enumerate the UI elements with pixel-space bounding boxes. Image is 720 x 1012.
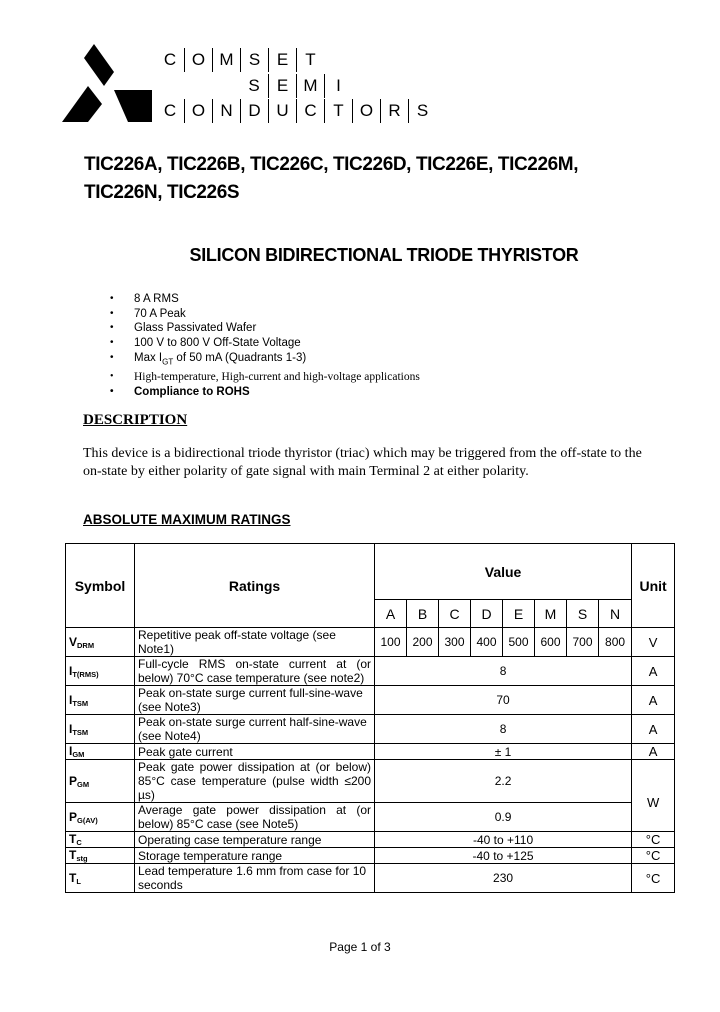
rating-description: Operating case temperature range	[135, 832, 375, 848]
table-row	[66, 760, 675, 803]
symbol-cell	[66, 832, 135, 848]
grade-letter: S	[567, 600, 599, 628]
symbol-cell	[66, 686, 135, 715]
value-cell: 230	[375, 864, 632, 893]
symbol-letter: T	[69, 832, 77, 846]
value-cell: 500	[503, 628, 535, 657]
header-symbol: Symbol	[66, 544, 135, 628]
logo-letter: M	[296, 74, 324, 98]
symbol-cell	[66, 744, 135, 760]
rating-description: Storage temperature range	[135, 848, 375, 864]
feature-item: • Compliance to ROHS	[110, 385, 420, 400]
logo-row-conductors	[156, 99, 436, 123]
logo-letter: T	[324, 99, 352, 123]
symbol-subscript: GM	[77, 779, 90, 789]
symbol-subscript: TSM	[72, 727, 89, 737]
symbol-letter: I	[69, 663, 73, 678]
symbol-subscript: TSM	[72, 698, 89, 708]
table-row	[66, 744, 675, 760]
grade-letter: A	[375, 600, 407, 628]
value-cell: 800	[599, 628, 632, 657]
feature-item: • Glass Passivated Wafer	[110, 321, 420, 336]
symbol-subscript: T(RMS)	[72, 669, 99, 679]
table-row	[66, 628, 675, 657]
feature-item	[110, 351, 420, 370]
unit-cell: A	[632, 744, 675, 760]
grade-letter: E	[503, 600, 535, 628]
logo-letter: S	[248, 76, 260, 95]
ratings-table	[65, 543, 675, 893]
unit-cell: A	[632, 657, 675, 686]
value-cell: 700	[567, 628, 599, 657]
description-text: This device is a bidirectional triode thyristor (triac) which may be triggered from the off-state to the on-state by either polarity of gate signal with main Terminal 2 at either polarity.	[83, 446, 642, 479]
symbol-subscript: stg	[76, 854, 88, 863]
value-cell: 8	[375, 657, 632, 686]
model-list-line: TIC226A, TIC226B, TIC226C, TIC226D, TIC226E, TIC226M,	[84, 154, 579, 175]
logo-letter: C	[296, 99, 324, 123]
grade-letter: M	[535, 600, 567, 628]
unit-cell: W	[632, 760, 675, 832]
feature-item: • High-temperature, High-current and high-voltage applications	[110, 370, 420, 385]
logo-letter: T	[296, 48, 324, 72]
symbol-subscript: C	[76, 838, 82, 847]
model-list-line: TIC226N, TIC226S	[84, 182, 240, 203]
rating-description: Lead temperature 1.6 mm from case for 10 seconds	[135, 864, 375, 893]
symbol-letter: P	[69, 773, 78, 788]
value-cell: 600	[535, 628, 567, 657]
value-cell: ± 1	[375, 744, 632, 760]
value-cell: 100	[375, 628, 407, 657]
logo-row-comset	[156, 48, 324, 72]
unit-cell: A	[632, 686, 675, 715]
grade-letter: B	[407, 600, 439, 628]
table-row	[66, 715, 675, 744]
value-cell: 400	[471, 628, 503, 657]
symbol-letter: T	[69, 870, 77, 885]
unit-cell: °C	[632, 864, 675, 893]
symbol-subscript: DRM	[77, 640, 95, 650]
feature-list	[110, 292, 420, 399]
feature-gate-rest: of 50 mA (Quadrants 1-3)	[173, 351, 307, 364]
logo-letter: O	[184, 48, 212, 72]
description-heading: DESCRIPTION	[83, 412, 188, 428]
symbol-letter: I	[69, 744, 73, 758]
value-cell: 8	[375, 715, 632, 744]
symbol-cell	[66, 657, 135, 686]
symbol-cell	[66, 628, 135, 657]
symbol-letter: I	[69, 721, 73, 736]
rating-description: Average gate power dissipation at (or below) 85°C case (see Note5)	[135, 803, 375, 832]
value-cell: -40 to +125	[375, 848, 632, 864]
symbol-cell	[66, 715, 135, 744]
logo-letter: E	[268, 48, 296, 72]
feature-item: • 8 A RMS	[110, 292, 420, 307]
logo-row-semi	[240, 74, 352, 98]
triangle-logo-icon	[58, 44, 154, 124]
table-row	[66, 803, 675, 832]
table-row	[66, 832, 675, 848]
page-number: Page 1 of 3	[329, 940, 391, 954]
feature-item: • 100 V to 800 V Off-State Voltage	[110, 336, 420, 351]
page-title: SILICON BIDIRECTIONAL TRIODE THYRISTOR	[189, 245, 579, 265]
header-value: Value	[375, 544, 632, 600]
rating-description: Peak on-state surge current full-sine-wave (see Note3)	[135, 686, 375, 715]
feature-item: • 70 A Peak	[110, 307, 420, 322]
rating-description: Peak gate power dissipation at (or below) 85°C case temperature (pulse width ≤200 µs)	[135, 760, 375, 803]
unit-cell: °C	[632, 848, 675, 864]
header-unit: Unit	[632, 544, 675, 628]
table-row	[66, 657, 675, 686]
feature-gate-subscript: GT	[162, 357, 174, 367]
logo-letter: O	[184, 99, 212, 123]
value-cell: 0.9	[375, 803, 632, 832]
rating-description: Full-cycle RMS on-state current at (or below) 70°C case temperature (see note2)	[135, 657, 375, 686]
table-row	[66, 848, 675, 864]
symbol-subscript: GM	[72, 750, 85, 759]
symbol-subscript: L	[76, 876, 81, 886]
logo-letter: C	[163, 50, 177, 69]
company-logo	[58, 44, 429, 124]
symbol-cell	[66, 803, 135, 832]
grade-letter: N	[599, 600, 632, 628]
value-cell: 300	[439, 628, 471, 657]
logo-letter: O	[352, 99, 380, 123]
unit-cell: °C	[632, 832, 675, 848]
symbol-letter: T	[69, 848, 77, 862]
logo-letter: D	[240, 99, 268, 123]
symbol-letter: P	[69, 809, 78, 824]
grade-letter: D	[471, 600, 503, 628]
rating-description: Peak gate current	[135, 744, 375, 760]
rating-description: Peak on-state surge current half-sine-wave (see Note4)	[135, 715, 375, 744]
logo-letter: E	[268, 74, 296, 98]
symbol-letter: V	[69, 634, 78, 649]
table-row	[66, 686, 675, 715]
header-ratings: Ratings	[135, 544, 375, 628]
symbol-cell	[66, 848, 135, 864]
symbol-cell	[66, 864, 135, 893]
rating-description: Repetitive peak off-state voltage (see Note1)	[135, 628, 375, 657]
unit-cell: V	[632, 628, 675, 657]
feature-gate-label: Max I	[134, 351, 163, 364]
symbol-letter: I	[69, 692, 73, 707]
logo-letter: S	[408, 99, 436, 123]
value-cell: 200	[407, 628, 439, 657]
logo-letter: S	[240, 48, 268, 72]
logo-letter: M	[212, 48, 240, 72]
symbol-cell	[66, 760, 135, 803]
value-cell: -40 to +110	[375, 832, 632, 848]
table-row	[66, 864, 675, 893]
symbol-subscript: G(AV)	[77, 815, 98, 825]
logo-letter: R	[380, 99, 408, 123]
grade-letter: C	[439, 600, 471, 628]
value-cell: 2.2	[375, 760, 632, 803]
ratings-heading: ABSOLUTE MAXIMUM RATINGS	[83, 512, 291, 527]
logo-letter: C	[163, 101, 177, 120]
unit-cell: A	[632, 715, 675, 744]
model-list	[84, 151, 644, 207]
value-cell: 70	[375, 686, 632, 715]
logo-letter: N	[212, 99, 240, 123]
logo-letter: I	[324, 74, 352, 98]
logo-letter: U	[268, 99, 296, 123]
